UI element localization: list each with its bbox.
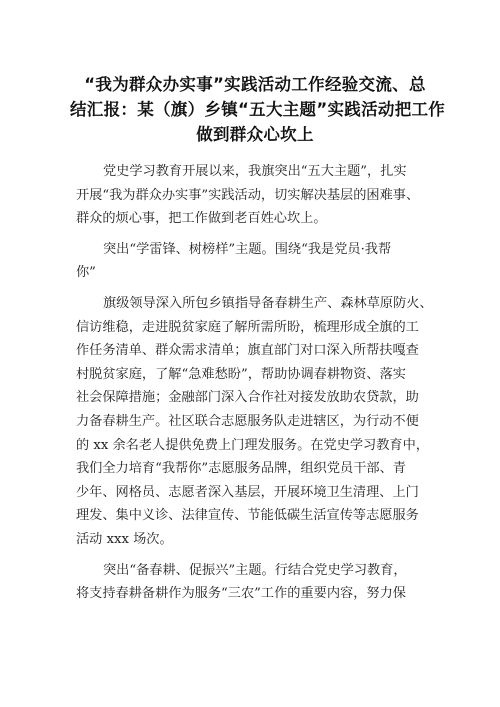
title-line: “我为群众办实事”实践活动工作经验交流、总 [84,75,426,94]
text-line: 我们全力培育“我帮你”志愿服务品牌，组织党员干部、青 [76,461,406,477]
paragraph [76,559,436,606]
text-line: 旗级领导深入所包乡镇指导备春耕生产、森林草原防火、 [103,295,433,311]
document-body [76,160,436,613]
text-line: 突出“备春耕、促振兴”主题。行结合党史学习教育， [103,562,407,578]
text-line: 党史学习教育开展以来，我旗突出“五大主题”，扎实 [103,164,407,179]
text-line: 力备春耕生产。社区联合志愿服务队走进辖区，为行动不便 [76,413,419,429]
text-line: 突出“学雷锋、树榜样”主题。围绕“我是党员·我帮 [103,241,392,257]
text-line: 村脱贫家庭，了解“急难愁盼”，帮助协调春耕物资、落实 [76,366,406,382]
document-title [70,72,446,147]
text-line: 少年、网格员、志愿者深入基层，开展环境卫生清理、上门 [76,484,419,500]
text-line: 开展“我为群众办实事”实践活动，切实解决基层的困难事、 [76,187,420,203]
paragraph [76,160,436,231]
paragraph [76,238,436,285]
text-line: 群众的烦心事，把工作做到老百姓心坎上。 [76,211,327,227]
text-line: 你” [76,265,96,281]
title-line: 结汇报：某（旗）乡镇“五大主题”实践活动把工作 [70,100,446,119]
text-line: 的 xx 余名老人提供免费上门理发服务。在党史学习教育中， [76,437,429,453]
text-line: 作任务清单、群众需求清单；旗直部门对口深入所帮扶嘎查 [76,343,419,359]
text-line: 信访维稳，走进脱贫家庭了解所需所盼，梳理形成全旗的工 [76,319,419,335]
paragraph [76,292,436,552]
title-line: 做到群众心坎上 [196,125,314,144]
text-line: 活动 xxx 场次。 [76,531,173,547]
text-line: 将支持春耕备耕作为服务“三农”工作的重要内容，努力保 [76,586,406,602]
text-line: 理发、集中义诊、法律宣传、节能低碳生活宣传等志愿服务 [76,508,419,524]
text-line: 社会保障措施；金融部门深入合作社对接发放助农贷款，助 [76,390,419,406]
